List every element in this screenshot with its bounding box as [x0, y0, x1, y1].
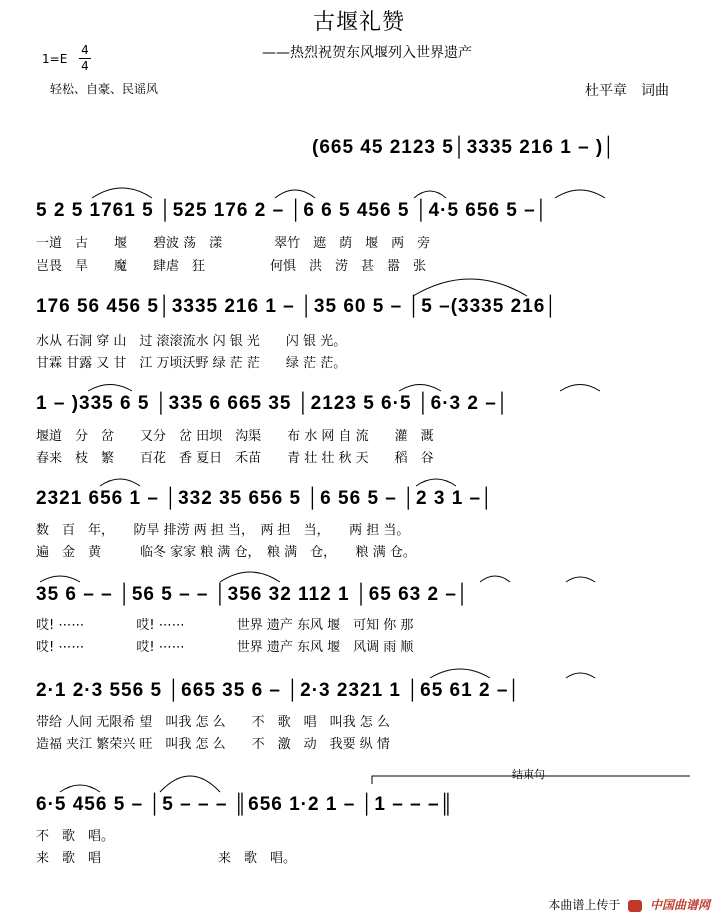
system-6-lyrics-2: 造福 夹江 繁荣兴 旺 叫我 怎 么 不 激 动 我要 纵 情	[36, 737, 390, 752]
system-3-lyrics-1: 堰道 分 岔 又分 岔 田坝 沟渠 布 水 网 自 流 灌 溉	[36, 429, 434, 444]
system-7-lyrics-1: 不 歌 唱。	[36, 829, 115, 844]
ending-label: 结束句	[512, 768, 545, 781]
system-6-lyrics-1: 带给 人间 无限希 望 叫我 怎 么 不 歌 唱 叫我 怎 么	[36, 715, 390, 730]
style-marking: 轻松、自豪、民谣风	[50, 82, 159, 96]
system-2-lyrics-2: 甘霖 甘露 又 甘 江 万顷沃野 绿 茫 茫 绿 茫 茫。	[36, 356, 347, 371]
slur	[566, 577, 595, 582]
slur	[414, 191, 446, 198]
system-5-lyrics-1: 哎! ⋯⋯ 哎! ⋯⋯ 世界 遗产 东风 堰 可知 你 那	[36, 618, 414, 633]
slur	[560, 385, 600, 392]
system-0-notes: (665 45 2123 5│3335 216 1 – )│	[312, 137, 617, 158]
system-4-lyrics-1: 数 百 年， 防旱 排涝 两 担 当， 两 担 当， 两 担 当。	[36, 523, 410, 538]
composer-credit: 杜平章 词曲	[585, 83, 669, 99]
time-signature-top: 4	[81, 43, 89, 57]
slur	[100, 479, 140, 486]
slur	[160, 776, 220, 792]
slur	[92, 188, 152, 198]
slur	[40, 576, 80, 582]
slur	[413, 279, 527, 296]
slur	[555, 190, 605, 198]
footer	[548, 896, 710, 913]
time-signature-bottom: 4	[81, 59, 89, 73]
slur	[566, 673, 595, 678]
system-4-notes: 2321 656 1 – │332 35 656 5 │6 56 5 – │2 3 1 –│	[36, 488, 494, 509]
system-3-lyrics-2: 春来 枝 繁 百花 香 夏日 禾苗 青 壮 壮 秋 天 稻 谷	[36, 451, 434, 466]
slur	[430, 669, 490, 678]
page-title: 古堰礼赞	[312, 10, 405, 35]
ending-bracket	[372, 776, 690, 784]
slur	[275, 190, 315, 198]
system-6-notes: 2·1 2·3 556 5 │665 35 6 – │2·3 2321 1 │65 61 2 –│	[36, 680, 522, 701]
page-subtitle: ——热烈祝贺东风堰列入世界遗产	[262, 45, 472, 61]
system-5-notes: 35 6 – – │56 5 – – │356 32 112 1 │65 63 2 –│	[36, 584, 470, 605]
system-2-lyrics-1: 水从 石洞 穿 山 过 滚滚流水 闪 银 光 闪 银 光。	[36, 334, 347, 349]
slur	[416, 479, 456, 486]
site-logo-icon	[628, 900, 642, 912]
system-1-notes: 5 2 5 1761 5 │525 176 2 – │6 6 5 456 5 │4·5 656 5 –│	[36, 200, 549, 221]
system-1-lyrics-2: 岂畏 旱 魔 肆虐 狂 何惧 洪 涝 甚 嚣 张	[36, 259, 427, 274]
footer-prefix: 本曲谱上传于	[548, 898, 621, 912]
key-signature: 1=E	[42, 52, 68, 66]
slur	[480, 576, 510, 582]
system-3-notes: 1 – )335 6 5 │335 6 665 35 │2123 5 6·5 │6·3 2 –│	[36, 393, 510, 414]
footer-brand[interactable]: 中国曲谱网	[649, 898, 710, 912]
system-7-notes: 6·5 456 5 – │5 – – – ║656 1·2 1 – │1 – – –║	[36, 794, 454, 815]
system-2-notes: 176 56 456 5│3335 216 1 – │35 60 5 – │5 –(3335 216│	[36, 296, 559, 317]
system-1-lyrics-1: 一道 古 堰 碧波 荡 漾 翠竹 遮 荫 堰 两 旁	[36, 236, 431, 251]
slur	[88, 385, 132, 392]
system-5-lyrics-2: 哎! ⋯⋯ 哎! ⋯⋯ 世界 遗产 东风 堰 风调 雨 顺	[36, 640, 414, 655]
system-4-lyrics-2: 遍 金 黄 临冬 家家 粮 满 仓， 粮 满 仓， 粮 满 仓。	[36, 545, 416, 560]
slur	[220, 572, 280, 582]
system-7-lyrics-2: 来 歌 唱 来 歌 唱。	[36, 851, 297, 866]
slur	[399, 385, 441, 392]
slur	[60, 785, 100, 792]
